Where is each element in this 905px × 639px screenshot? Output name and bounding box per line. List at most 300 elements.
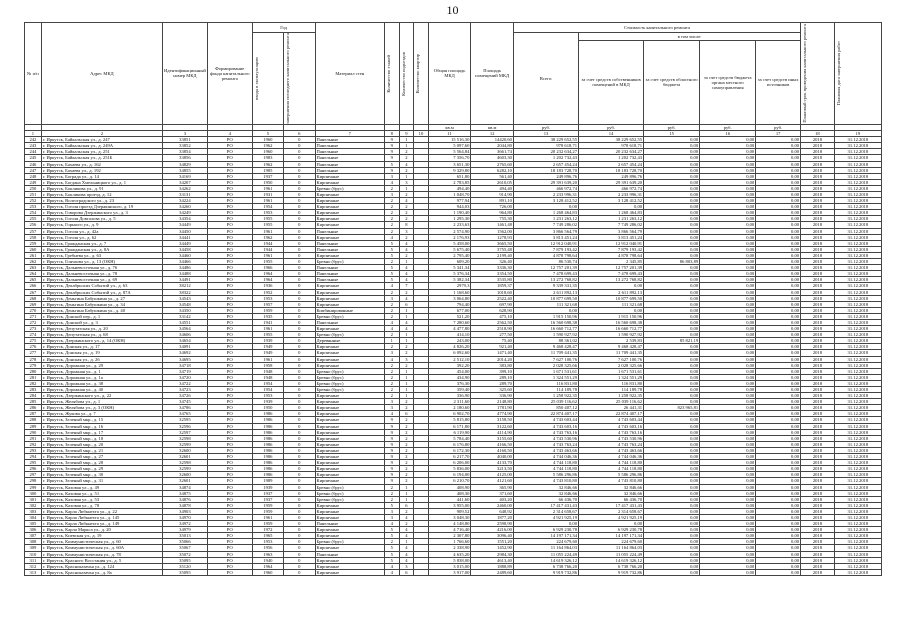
total-area-cell: 4 826,20	[428, 344, 471, 350]
total-cost-cell: 18 183 728,70	[513, 167, 578, 173]
address-cell: г. Иркутск, Деньгина Бабушкина ул., д. 34	[41, 301, 162, 307]
fund-method-cell: РО	[207, 539, 252, 545]
row-number: 249	[25, 179, 42, 185]
deadline-cell: 2018	[801, 277, 835, 283]
due-date-cell: 31.12.2018	[834, 350, 881, 356]
total-area-cell: 977,94	[428, 198, 471, 204]
living-area-cell: 4613,40	[471, 557, 514, 563]
column-number: 1	[25, 131, 42, 137]
id-cell: 34486	[162, 265, 207, 271]
other-cost-cell: 0,00	[756, 423, 801, 429]
municipal-cost-cell: 0,00	[700, 472, 756, 478]
wall-material-cell: Панельные	[315, 240, 385, 246]
year-repair-cell: 0	[284, 356, 315, 362]
fund-method-cell: РО	[207, 283, 252, 289]
total-area-cell: 909,52	[428, 508, 471, 514]
wall-material-cell: Кирпичные	[315, 198, 385, 204]
due-date-cell: 31.12.2018	[834, 234, 881, 240]
other-cost-cell: 0,00	[756, 173, 801, 179]
fund-method-cell: РО	[207, 344, 252, 350]
other-cost-cell: 0,00	[756, 185, 801, 191]
fund-method-cell: РО	[207, 289, 252, 295]
year-built-cell: 1953	[252, 393, 283, 399]
owners-cost-cell: 4 743 763,24	[579, 441, 644, 447]
total-area-cell: 15 516,30	[428, 137, 471, 143]
owners-cost-cell: 0,00	[579, 521, 644, 527]
address-cell: г. Иркутск, Гончаова ул., д. 13 (ОКН)	[41, 259, 162, 265]
id-cell: 34488	[162, 271, 207, 277]
header-total: Всего:	[513, 33, 578, 125]
year-repair-cell: 0	[284, 210, 315, 216]
fund-method-cell: РО	[207, 265, 252, 271]
municipal-cost-cell: 0,00	[700, 502, 756, 508]
floors-cell: 9	[385, 441, 400, 447]
row-number: 290	[25, 429, 42, 435]
total-area-cell: 3 064,80	[428, 295, 471, 301]
owners-cost-cell: 6 929 230,78	[579, 527, 644, 533]
deadline-cell: 2018	[801, 301, 835, 307]
fund-method-cell: РО	[207, 545, 252, 551]
row-number: 252	[25, 198, 42, 204]
due-date-cell: 31.12.2018	[834, 557, 881, 563]
deadline-cell: 2018	[801, 362, 835, 368]
total-cost-cell: 3 128 412,52	[513, 198, 578, 204]
living-area-cell: 4166,50	[471, 441, 514, 447]
total-cost-cell: 17 417 431,43	[513, 502, 578, 508]
fund-method-cell: РО	[207, 374, 252, 380]
regional-cost-cell: 0,00	[644, 210, 700, 216]
year-built-cell: 1953	[252, 539, 283, 545]
floors-cell: 9	[385, 167, 400, 173]
municipal-cost-cell: 0,00	[700, 496, 756, 502]
year-repair-cell: 0	[284, 569, 315, 575]
year-built-cell: 1959	[252, 508, 283, 514]
municipal-cost-cell: 0,00	[700, 545, 756, 551]
column-number: 15	[644, 131, 700, 137]
entrances-cell: 6	[399, 301, 414, 307]
municipal-cost-cell: 0,00	[700, 527, 756, 533]
row-number: 292	[25, 441, 42, 447]
address-cell: г. Иркутск, Карла Либкнехта ул., д. 149	[41, 521, 162, 527]
year-repair-cell: 0	[284, 307, 315, 313]
id-cell: 34354	[162, 216, 207, 222]
due-date-cell: 31.12.2018	[834, 374, 881, 380]
total-cost-cell: 1 268 464,83	[513, 210, 578, 216]
floors-cell: 4	[385, 283, 400, 289]
year-repair-cell: 0	[284, 259, 315, 265]
other-cost-cell: 0,00	[756, 240, 801, 246]
row-number: 278	[25, 356, 42, 362]
id-cell: 34249	[162, 210, 207, 216]
owners-cost-cell: 7 879 193,42	[579, 246, 644, 252]
total-cost-cell: 4 744 118,80	[513, 460, 578, 466]
total-cost-cell: 4 743 603,16	[513, 423, 578, 429]
deadline-cell: 2018	[801, 155, 835, 161]
wall-material-cell: Кирпичные	[315, 527, 385, 533]
owners-cost-cell: 0,00	[579, 283, 644, 289]
due-date-cell: 31.12.2018	[834, 259, 881, 265]
due-date-cell: 31.12.2018	[834, 393, 881, 399]
column-number: 7	[315, 131, 385, 137]
year-repair-cell: 0	[284, 185, 315, 191]
entrances-cell: 2	[399, 204, 414, 210]
regional-cost-cell: 0,00	[644, 539, 700, 545]
fund-method-cell: РО	[207, 198, 252, 204]
id-cell: 34876	[162, 496, 207, 502]
owners-cost-cell: 7 627 100,76	[579, 356, 644, 362]
living-area-cell: 964,80	[471, 210, 514, 216]
regional-cost-cell: 0,00	[644, 429, 700, 435]
municipal-cost-cell: 0,00	[700, 332, 756, 338]
total-area-cell: 944,03	[428, 204, 471, 210]
due-date-cell: 31.12.2018	[834, 447, 881, 453]
floors-cell: 4	[385, 563, 400, 569]
deadline-cell: 2018	[801, 289, 835, 295]
address-cell: г. Иркутск, Дорожная ул., д. 1	[41, 368, 162, 374]
living-area-cell: 726,00	[471, 204, 514, 210]
row-number: 250	[25, 185, 42, 191]
year-repair-cell: 0	[284, 289, 315, 295]
year-built-cell: 1983	[252, 155, 283, 161]
wall-material-cell: Кирпичные	[315, 563, 385, 569]
row-number: 298	[25, 478, 42, 484]
living-area-cell: 1452,90	[471, 545, 514, 551]
due-date-cell: 31.12.2018	[834, 289, 881, 295]
due-date-cell: 31.12.2018	[834, 252, 881, 258]
deadline-cell: 2018	[801, 508, 835, 514]
address-cell: г. Иркутск, Байкальская ул., д. 251Б	[41, 155, 162, 161]
floors-cell: 5	[385, 240, 400, 246]
due-date-cell: 31.12.2018	[834, 143, 881, 149]
year-repair-cell: 0	[284, 137, 315, 143]
id-cell: 34720	[162, 374, 207, 380]
total-area-cell: 4 716,40	[428, 527, 471, 533]
other-cost-cell: 0,00	[756, 539, 801, 545]
other-cost-cell: 0,00	[756, 192, 801, 198]
year-built-cell: 1965	[252, 533, 283, 539]
wall-material-cell: Кирпичные	[315, 460, 385, 466]
other-cost-cell: 0,00	[756, 533, 801, 539]
owners-cost-cell: 466 972,74	[579, 185, 644, 191]
floors-cell: 9	[385, 472, 400, 478]
owners-cost-cell: 26 441,31	[579, 405, 644, 411]
address-cell: г. Иркутск, Декабрьских Событий ул., д. 87А	[41, 289, 162, 295]
municipal-cost-cell: 0,00	[700, 447, 756, 453]
due-date-cell: 31.12.2018	[834, 533, 881, 539]
deadline-cell: 2018	[801, 466, 835, 472]
entrances-cell: 1	[399, 387, 414, 393]
deadline-cell: 2018	[801, 185, 835, 191]
floors-cell: 9	[385, 466, 400, 472]
total-area-cell: 434,90	[428, 374, 471, 380]
total-area-cell: 408,90	[428, 484, 471, 490]
fund-method-cell: РО	[207, 307, 252, 313]
fund-method-cell: РО	[207, 222, 252, 228]
total-cost-cell: 850 407,12	[513, 405, 578, 411]
living-area-cell: 2562,50	[471, 319, 514, 325]
floors-cell: 9	[385, 423, 400, 429]
due-date-cell: 31.12.2018	[834, 332, 881, 338]
entrances-cell: 1	[399, 539, 414, 545]
owners-cost-cell: 1 324 551,29	[579, 374, 644, 380]
total-area-cell: 2 795,40	[428, 252, 471, 258]
regional-cost-cell: 0,00	[644, 374, 700, 380]
total-area-cell: 6 172,30	[428, 447, 471, 453]
fund-method-cell: РО	[207, 216, 252, 222]
floors-cell: 5	[385, 265, 400, 271]
total-area-cell: 5 675,40	[428, 246, 471, 252]
due-date-cell: 31.12.2018	[834, 338, 881, 344]
row-number: 265	[25, 277, 42, 283]
deadline-cell: 2018	[801, 192, 835, 198]
row-number: 262	[25, 259, 42, 265]
owners-cost-cell: 1 202 732,43	[579, 155, 644, 161]
living-area-cell: 4040,00	[471, 454, 514, 460]
floors-cell: 1	[385, 338, 400, 344]
wall-material-cell: Кирпичные	[315, 289, 385, 295]
regional-cost-cell: 0,00	[644, 551, 700, 557]
floors-cell: 9	[385, 429, 400, 435]
municipal-cost-cell: 0,00	[700, 277, 756, 283]
year-built-cell: 1959	[252, 521, 283, 527]
entrances-cell: 4	[399, 265, 414, 271]
year-built-cell: 1960	[252, 149, 283, 155]
total-cost-cell: 16 660 712,77	[513, 326, 578, 332]
address-cell: г. Иркутск, Горького ул., д. 9	[41, 222, 162, 228]
living-area-cell: 3665,50	[471, 240, 514, 246]
wall-material-cell: Кирпичные	[315, 435, 385, 441]
floors-cell: 2	[385, 216, 400, 222]
year-built-cell: 1954	[252, 204, 283, 210]
row-number: 285	[25, 399, 42, 405]
year-built-cell: 1986	[252, 472, 283, 478]
row-number: 256	[25, 222, 42, 228]
year-repair-cell: 0	[284, 344, 315, 350]
total-cost-cell: 978 618,71	[513, 143, 578, 149]
address-cell: г. Иркутск, Красного Восстания ул., д. 5	[41, 557, 162, 563]
deadline-cell: 2018	[801, 484, 835, 490]
entrances-cell: 1	[399, 380, 414, 386]
entrances-cell: 4	[399, 240, 414, 246]
address-cell: г. Иркутск, Каховая ул., д. 78	[41, 502, 162, 508]
fund-method-cell: РО	[207, 228, 252, 234]
id-cell: 34718	[162, 362, 207, 368]
year-built-cell: 1961	[252, 198, 283, 204]
fund-method-cell: РО	[207, 533, 252, 539]
address-cell: г. Иркутск, Гоголя ул., д. 62	[41, 234, 162, 240]
entrances-cell: 4	[399, 277, 414, 283]
unit-cell: кв.м	[471, 124, 514, 130]
page-number: 10	[446, 3, 459, 17]
owners-cost-cell: 1 268 464,83	[579, 210, 644, 216]
fund-method-cell: РО	[207, 417, 252, 423]
municipal-cost-cell: 0,00	[700, 478, 756, 484]
floors-cell: 4	[385, 326, 400, 332]
floors-cell: 4	[385, 319, 400, 325]
fund-method-cell: РО	[207, 350, 252, 356]
entrances-cell: 2	[399, 447, 414, 453]
regional-cost-cell: 0,00	[644, 490, 700, 496]
address-cell: г. Иркутск, Дорожная ул., д. 40	[41, 387, 162, 393]
entrances-cell: 1	[399, 332, 414, 338]
floors-cell: 5	[385, 252, 400, 258]
living-area-cell: 3336,30	[471, 265, 514, 271]
unit-cell: руб.	[756, 124, 801, 130]
total-area-cell: 4 635,20	[428, 551, 471, 557]
owners-cost-cell: 38 229 652,55	[579, 137, 644, 143]
row-number: 272	[25, 319, 42, 325]
owners-cost-cell: 16 660 712,77	[579, 326, 644, 332]
address-cell: г. Иркутск, Дальневосточная ул., д. 69	[41, 277, 162, 283]
owners-cost-cell: 4 743 463,66	[579, 447, 644, 453]
entrances-cell: 7	[399, 283, 414, 289]
other-cost-cell: 0,00	[756, 271, 801, 277]
total-area-cell: 1 190,40	[428, 210, 471, 216]
floors-cell: 3	[385, 508, 400, 514]
year-repair-cell: 0	[284, 508, 315, 514]
floors-cell: 9	[385, 149, 400, 155]
address-cell: г. Иркутск, Дальневосточная ул., д. 76	[41, 265, 162, 271]
row-number: 266	[25, 283, 42, 289]
repair-program-table	[24, 22, 882, 576]
regional-cost-cell: 0,00	[644, 521, 700, 527]
owners-cost-cell: 22 874 407,17	[579, 411, 644, 417]
entrances-cell: 1	[399, 185, 414, 191]
id-cell: 34719	[162, 368, 207, 374]
deadline-cell: 2018	[801, 228, 835, 234]
deadline-cell: 2018	[801, 502, 835, 508]
year-repair-cell: 0	[284, 173, 315, 179]
column-number: 4	[207, 131, 252, 137]
wall-material-cell: Кирпичные	[315, 472, 385, 478]
year-built-cell: 1955	[252, 222, 283, 228]
deadline-cell: 2018	[801, 240, 835, 246]
year-built-cell: 1960	[252, 569, 283, 575]
row-number: 312	[25, 563, 42, 569]
municipal-cost-cell: 0,00	[700, 155, 756, 161]
total-area-cell: 651,80	[428, 173, 471, 179]
living-area-cell: 2148,80	[471, 399, 514, 405]
due-date-cell: 31.12.2018	[834, 460, 881, 466]
wall-material-cell: Кирпичные	[315, 210, 385, 216]
wall-material-cell: Комбинированные	[315, 307, 385, 313]
municipal-cost-cell: 0,00	[700, 423, 756, 429]
id-cell: 34972	[162, 521, 207, 527]
wall-material-cell: Бревно (брус)	[315, 332, 385, 338]
floors-cell: 9	[385, 478, 400, 484]
living-area-cell: 383,80	[471, 362, 514, 368]
municipal-cost-cell: 0,00	[700, 417, 756, 423]
deadline-cell: 2018	[801, 521, 835, 527]
deadline-cell: 2018	[801, 533, 835, 539]
owners-cost-cell: 4 743 763,16	[579, 429, 644, 435]
row-number: 273	[25, 326, 42, 332]
deadline-cell: 2018	[801, 161, 835, 167]
total-area-cell: 2 311,60	[428, 399, 471, 405]
other-cost-cell: 0,00	[756, 216, 801, 222]
column-number: 12	[471, 131, 514, 137]
id-cell: 34262	[162, 185, 207, 191]
wall-material-cell: Кирпичные	[315, 350, 385, 356]
fund-method-cell: РО	[207, 380, 252, 386]
total-cost-cell: 249 896,76	[513, 173, 578, 179]
total-area-cell: 7 356,70	[428, 155, 471, 161]
id-cell: 34450	[162, 228, 207, 234]
floors-cell: 2	[385, 198, 400, 204]
year-repair-cell: 0	[284, 527, 315, 533]
owners-cost-cell: 111 321,68	[579, 301, 644, 307]
owners-cost-cell: 2 539,83	[579, 338, 644, 344]
id-cell: 33856	[162, 155, 207, 161]
year-repair-cell: 0	[284, 216, 315, 222]
fund-method-cell: РО	[207, 466, 252, 472]
other-cost-cell: 0,00	[756, 289, 801, 295]
total-area-cell: 3 955,00	[428, 502, 471, 508]
header-year-group: Год	[252, 23, 315, 33]
total-area-cell: 6 171,80	[428, 423, 471, 429]
wall-material-cell: Бревно (брус)	[315, 387, 385, 393]
row-number: 242	[25, 137, 42, 143]
regional-cost-cell: 0,00	[644, 411, 700, 417]
total-area-cell: 2 512,10	[428, 356, 471, 362]
fund-method-cell: РО	[207, 326, 252, 332]
municipal-cost-cell: 0,00	[700, 234, 756, 240]
wall-material-cell: Кирпичные	[315, 295, 385, 301]
entrances-cell: 1	[399, 490, 414, 496]
living-area-cell: 494,40	[471, 185, 514, 191]
total-area-cell: 392,20	[428, 362, 471, 368]
deadline-cell: 2018	[801, 423, 835, 429]
owners-cost-cell: 224 679,60	[579, 539, 644, 545]
regional-cost-cell: 0,00	[644, 161, 700, 167]
year-repair-cell: 0	[284, 362, 315, 368]
year-built-cell: 1944	[252, 246, 283, 252]
entrances-cell: 2	[399, 149, 414, 155]
fund-method-cell: РО	[207, 508, 252, 514]
wall-material-cell: Панельные	[315, 161, 385, 167]
municipal-cost-cell: 0,00	[700, 179, 756, 185]
owners-cost-cell: 10 877 699,50	[579, 295, 644, 301]
total-area-cell: 609,20	[428, 259, 471, 265]
total-cost-cell: 2 657 454,24	[513, 161, 578, 167]
entrances-cell: 2	[399, 350, 414, 356]
municipal-cost-cell: 0,00	[700, 252, 756, 258]
living-area-cell: 4603,30	[471, 155, 514, 161]
entrances-cell: 2	[399, 423, 414, 429]
id-cell: 34829	[162, 161, 207, 167]
id-cell: 34458	[162, 246, 207, 252]
entrances-cell: 1	[399, 496, 414, 502]
other-cost-cell: 0,00	[756, 265, 801, 271]
row-number: 293	[25, 447, 42, 453]
living-area-cell: 3096,40	[471, 533, 514, 539]
due-date-cell: 31.12.2018	[834, 569, 881, 575]
floors-cell: 2	[385, 259, 400, 265]
row-number: 274	[25, 332, 42, 338]
floors-cell: 2	[385, 204, 400, 210]
owners-cost-cell: 4 744 046,36	[579, 454, 644, 460]
year-built-cell: 1986	[252, 429, 283, 435]
year-repair-cell: 0	[284, 149, 315, 155]
wall-material-cell: Панельные	[315, 246, 385, 252]
owners-cost-cell: 2 233 996,31	[579, 192, 644, 198]
floors-cell: 2	[385, 539, 400, 545]
owners-cost-cell: 2 314 658,67	[579, 508, 644, 514]
municipal-cost-cell: 0,00	[700, 307, 756, 313]
year-built-cell: 1949	[252, 350, 283, 356]
column-number: 19	[834, 131, 881, 137]
year-repair-cell: 0	[284, 435, 315, 441]
